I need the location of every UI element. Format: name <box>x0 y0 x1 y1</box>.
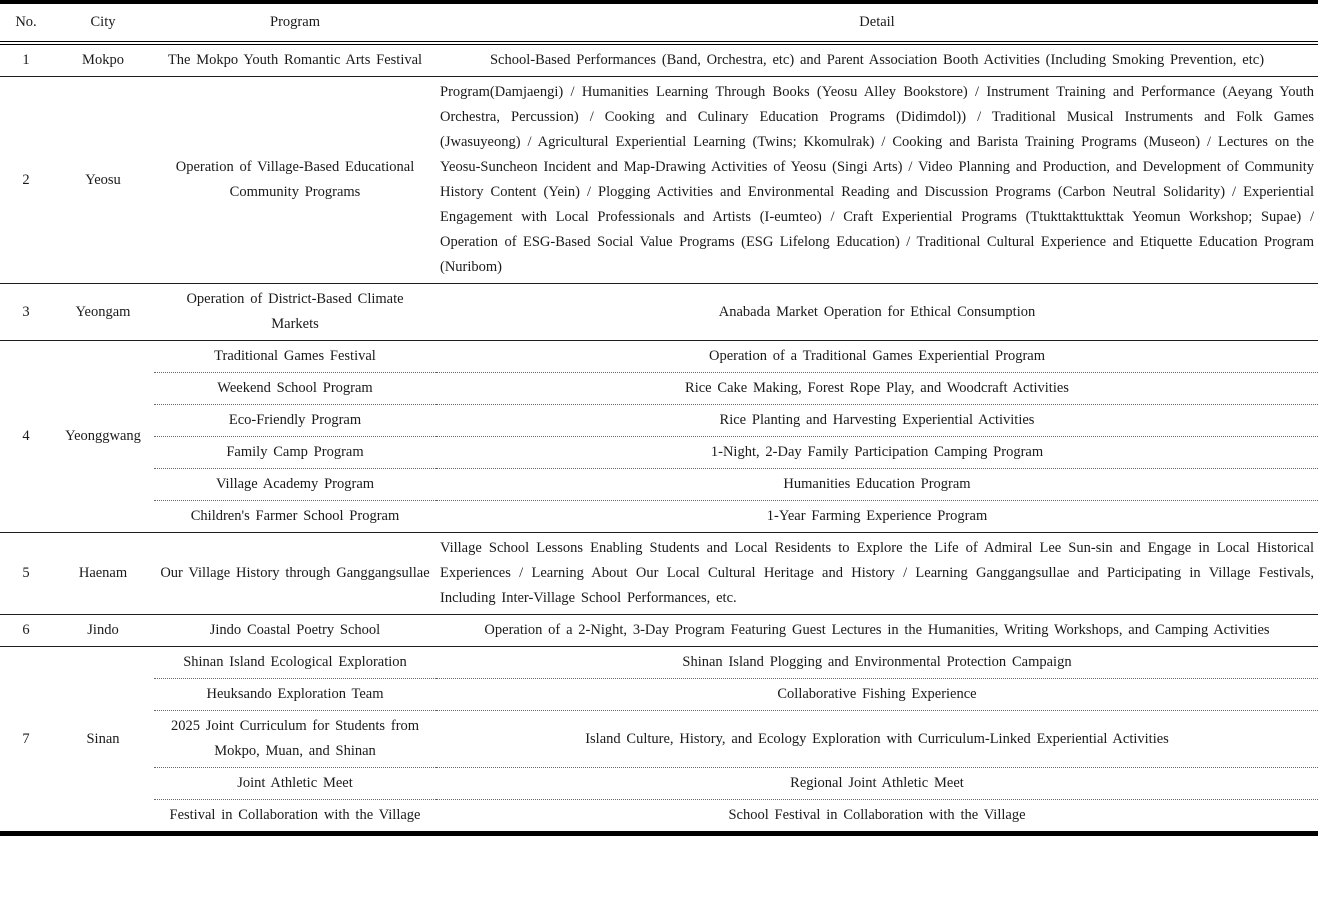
table-row <box>0 341 1318 373</box>
program-cell: Operation of Village-Based Educational Community Programs <box>154 77 436 284</box>
detail-cell: Rice Cake Making, Forest Rope Play, and Woodcraft Activities <box>436 373 1318 405</box>
program-cell: Village Academy Program <box>154 469 436 501</box>
program-cell: Traditional Games Festival <box>154 341 436 373</box>
row-city: Yeonggwang <box>52 341 154 533</box>
table-row <box>0 373 1318 405</box>
column-header-no: No. <box>0 4 52 43</box>
detail-cell: 1-Year Farming Experience Program <box>436 501 1318 533</box>
detail-cell: Anabada Market Operation for Ethical Consumption <box>436 284 1318 341</box>
column-header-city: City <box>52 4 154 43</box>
row-city: Mokpo <box>52 43 154 77</box>
program-cell: 2025 Joint Curriculum for Students from Mokpo, Muan, and Shinan <box>154 711 436 768</box>
detail-cell: Program(Damjaengi) / Humanities Learning Through Books (Yeosu Alley Bookstore) / Instrument Training and Performance (Aeyang Youth Orchestra, Percussion) / Cooking and Culinary Education Programs (Didimdol)) / Traditional Musical Instruments and Folk Games (Jwasuyeong) / Agricultural Experiential Learning (Twins; Kkomulrak) / Cooking and Barista Training Programs (Museon) / Lectures on the Yeosu-Suncheon Incident and Map-Drawing Activities of Yeosu (Singi Arts) / Video Planning and Production, and Development of Community History Content (Yein) / Plogging Activities and Environmental Reading and Discussion Programs (Carbon Neutral Solidarity) / Experiential Engagement with Local Professionals and Artists (I-eumteo) / Craft Experiential Programs (Ttukttakttukttak Yeomun Workshop; Supae) / Operation of ESG-Based Social Value Programs (ESG Lifelong Education) / Traditional Cultural Experience and Etiquette Education Program (Nuribom) <box>436 77 1318 284</box>
program-cell: Heuksando Exploration Team <box>154 679 436 711</box>
table-row <box>0 77 1318 284</box>
row-city: Yeongam <box>52 284 154 341</box>
table-row <box>0 647 1318 679</box>
detail-cell: Regional Joint Athletic Meet <box>436 768 1318 800</box>
table-row <box>0 679 1318 711</box>
table-row <box>0 437 1318 469</box>
row-no: 5 <box>0 533 52 615</box>
detail-cell: Village School Lessons Enabling Students and Local Residents to Explore the Life of Admiral Lee Sun-sin and Engage in Local Historical Experiences / Learning About Our Local Cultural Heritage and History / Learning Ganggangsullae and Participating in Village Festivals, Including Inter-Village School Performances, etc. <box>436 533 1318 615</box>
column-header-detail: Detail <box>436 4 1318 43</box>
program-cell: Eco-Friendly Program <box>154 405 436 437</box>
table-row <box>0 43 1318 77</box>
table-row <box>0 711 1318 768</box>
row-no: 2 <box>0 77 52 284</box>
table-row <box>0 615 1318 647</box>
column-header-program: Program <box>154 4 436 43</box>
row-no: 4 <box>0 341 52 533</box>
row-city: Sinan <box>52 647 154 832</box>
program-cell: Joint Athletic Meet <box>154 768 436 800</box>
program-cell: The Mokpo Youth Romantic Arts Festival <box>154 43 436 77</box>
detail-cell: School Festival in Collaboration with the Village <box>436 800 1318 832</box>
row-no: 1 <box>0 43 52 77</box>
detail-cell: Shinan Island Plogging and Environmental Protection Campaign <box>436 647 1318 679</box>
table-row <box>0 768 1318 800</box>
program-cell: Weekend School Program <box>154 373 436 405</box>
program-cell: Festival in Collaboration with the Village <box>154 800 436 832</box>
table-row <box>0 533 1318 615</box>
table-row <box>0 469 1318 501</box>
detail-cell: Collaborative Fishing Experience <box>436 679 1318 711</box>
row-no: 6 <box>0 615 52 647</box>
detail-cell: Rice Planting and Harvesting Experiential Activities <box>436 405 1318 437</box>
program-cell: Children's Farmer School Program <box>154 501 436 533</box>
row-city: Yeosu <box>52 77 154 284</box>
detail-cell: Island Culture, History, and Ecology Exploration with Curriculum-Linked Experiential Activities <box>436 711 1318 768</box>
detail-cell: 1-Night, 2-Day Family Participation Camping Program <box>436 437 1318 469</box>
program-cell: Shinan Island Ecological Exploration <box>154 647 436 679</box>
program-cell: Jindo Coastal Poetry School <box>154 615 436 647</box>
table-row <box>0 800 1318 832</box>
program-cell: Operation of District-Based Climate Markets <box>154 284 436 341</box>
table-row <box>0 405 1318 437</box>
detail-cell: Operation of a 2-Night, 3-Day Program Featuring Guest Lectures in the Humanities, Writing Workshops, and Camping Activities <box>436 615 1318 647</box>
programs-table <box>0 4 1318 831</box>
program-cell: Our Village History through Ganggangsullae <box>154 533 436 615</box>
header-row <box>0 4 1318 43</box>
program-cell: Family Camp Program <box>154 437 436 469</box>
row-city: Jindo <box>52 615 154 647</box>
table-row <box>0 284 1318 341</box>
detail-cell: School-Based Performances (Band, Orchestra, etc) and Parent Association Booth Activities (Including Smoking Prevention, etc) <box>436 43 1318 77</box>
detail-cell: Operation of a Traditional Games Experiential Program <box>436 341 1318 373</box>
row-no: 7 <box>0 647 52 832</box>
row-no: 3 <box>0 284 52 341</box>
table-row <box>0 501 1318 533</box>
row-city: Haenam <box>52 533 154 615</box>
detail-cell: Humanities Education Program <box>436 469 1318 501</box>
